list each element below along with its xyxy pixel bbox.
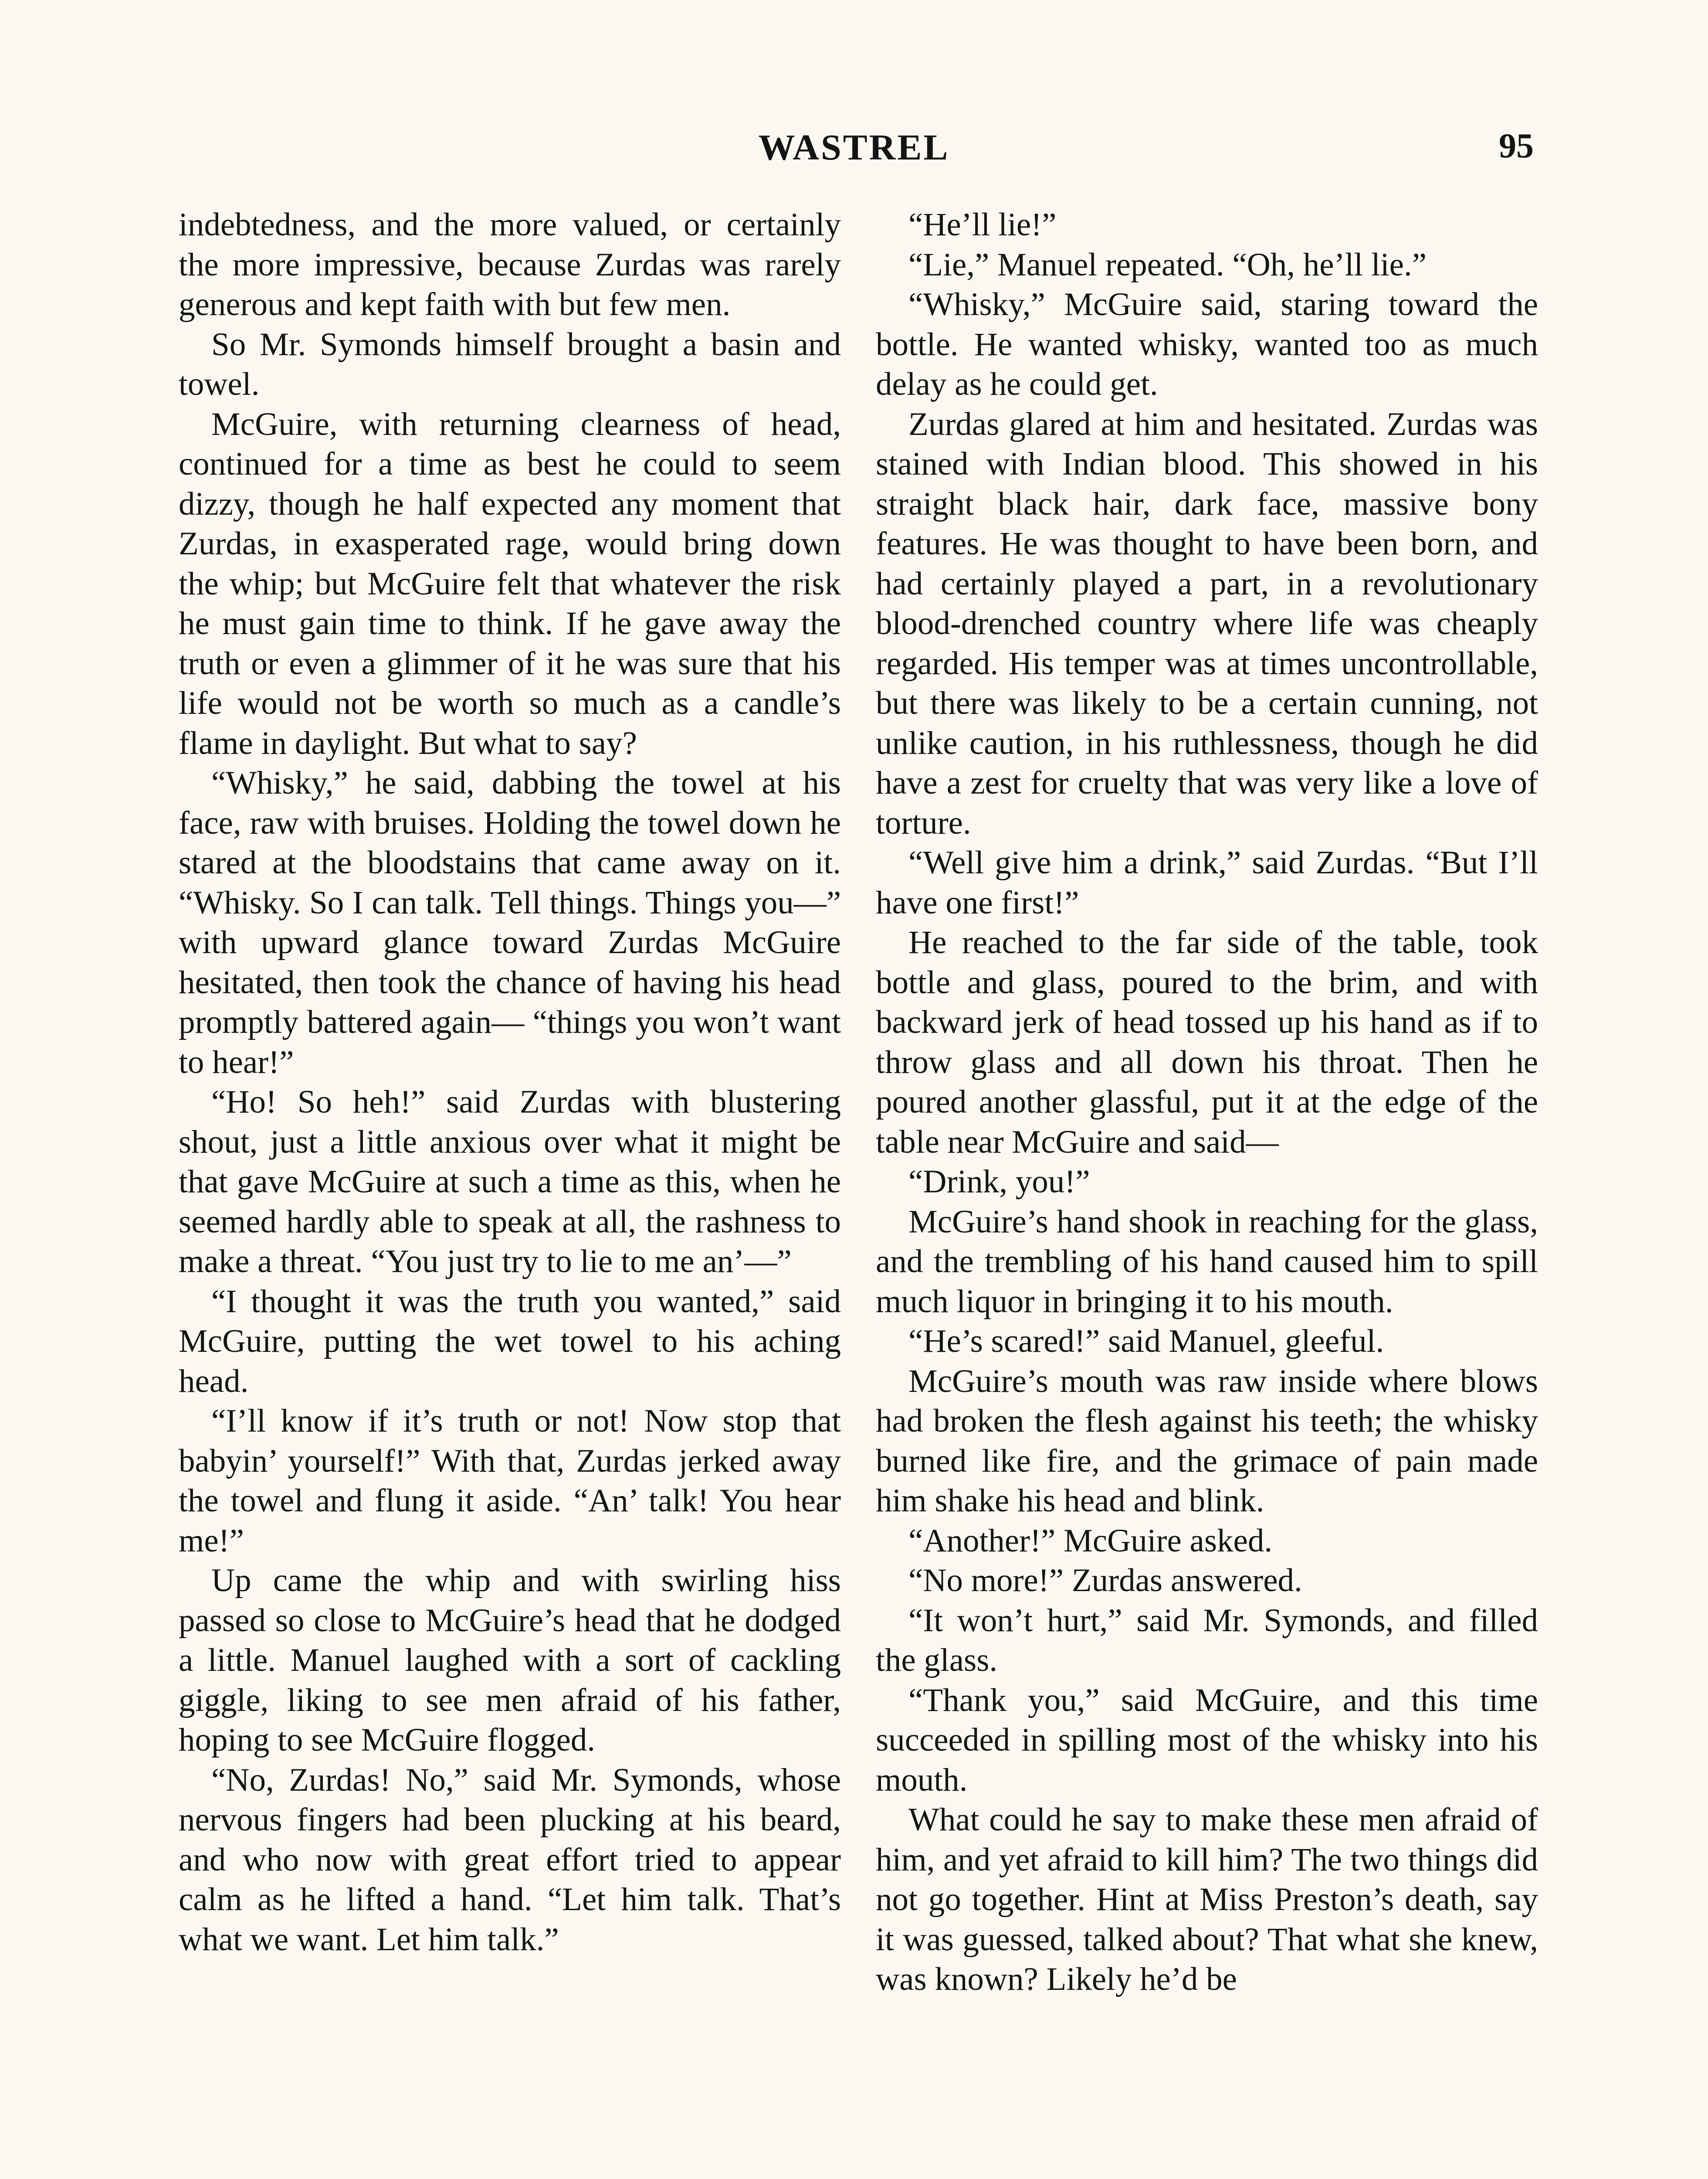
paragraph: “He’s scared!” said Manuel, gleeful. — [908, 1323, 1384, 1359]
page-header — [174, 126, 1534, 174]
paragraph: “Thank you,” said McGuire, and this time succeeded in spilling most of the whisky into his mouth. — [876, 1682, 1538, 1798]
paragraph: “No more!” Zurdas answered. — [908, 1562, 1302, 1599]
paragraph: “Whisky,” McGuire said, staring toward the bottle. He wanted whisky, wanted too as much delay as he could get. — [876, 286, 1538, 402]
left-column — [179, 205, 841, 1959]
paragraph: What could he say to make these men afraid of him, and yet afraid to kill him? The two things did not go together. Hint at Miss Preston’s death, say it was guessed, talked about? That what she knew, was known? Likely he’d be — [876, 1802, 1538, 1997]
paragraph: McGuire’s hand shook in reaching for the glass, and the trembling of his hand caused him to spill much liquor in bringing it to his mouth. — [876, 1203, 1538, 1320]
paragraph: So Mr. Symonds himself brought a basin and towel. — [179, 326, 841, 402]
right-column — [876, 205, 1538, 1999]
paragraph: Up came the whip and with swirling hiss passed so close to McGuire’s head that he dodged a little. Manuel laughed with a sort of cackling giggle, liking to see men afraid of his father, hoping to see McGuire flogged. — [179, 1562, 841, 1758]
paragraph: “I thought it was the truth you wanted,” said McGuire, putting the wet towel to his aching head. — [179, 1283, 841, 1399]
paragraph: He reached to the far side of the table, took bottle and glass, poured to the brim, and with backward jerk of head tossed up his hand as if to throw glass and all down his throat. Then he poured another glassful, put it at the edge of the table near McGuire and said— — [876, 924, 1538, 1160]
paragraph: McGuire, with returning clearness of head, continued for a time as best he could to seem dizzy, though he half expected any moment that Zurdas, in exasperated rage, would bring down the whip; but McGuire felt that whatever the risk he must gain time to think. If he gave away the truth or even a glimmer of it he was sure that his life would not be worth so much as a candle’s flame in daylight. But what to say? — [179, 406, 841, 761]
paragraph: “Ho! So heh!” said Zurdas with blustering shout, just a little anxious over what it might be that gave McGuire at such a time as this, when he seemed hardly able to speak at all, the rashness to make a threat. “You just try to lie to me an’—” — [179, 1084, 841, 1280]
paragraph: “Well give him a drink,” said Zurdas. “But I’ll have one first!” — [876, 845, 1538, 921]
paragraph: indebtedness, and the more valued, or certainly the more impressive, because Zurdas was rarely generous and kept faith with but few men. — [179, 207, 841, 322]
paragraph: “No, Zurdas! No,” said Mr. Symonds, whose nervous fingers had been plucking at his beard, and who now with great effort tried to appear calm as he lifted a hand. “Let him talk. That’s what we want. Let him talk.” — [179, 1762, 841, 1958]
running-title: WASTREL — [758, 127, 950, 168]
paragraph: “He’ll lie!” — [908, 207, 1057, 243]
paragraph: “Another!” McGuire asked. — [908, 1522, 1273, 1559]
paragraph: “I’ll know if it’s truth or not! Now stop that babyin’ yourself!” With that, Zurdas jerked away the towel and flung it aside. “An’ talk! You hear me!” — [179, 1403, 841, 1559]
paragraph: “Lie,” Manuel repeated. “Oh, he’ll lie.” — [908, 246, 1427, 283]
paragraph: McGuire’s mouth was raw inside where blows had broken the flesh against his teeth; the whisky burned like fire, and the grimace of pain made him shake his head and blink. — [876, 1363, 1538, 1519]
page-number: 95 — [1499, 127, 1534, 165]
paragraph: “It won’t hurt,” said Mr. Symonds, and filled the glass. — [876, 1602, 1538, 1678]
paragraph: Zurdas glared at him and hesitated. Zurdas was stained with Indian blood. This showed in his straight black hair, dark face, massive bony features. He was thought to have been born, and had certainly played a part, in a revolutionary blood-drenched country where life was cheaply regarded. His temper was at times uncontrollable, but there was likely to be a certain cunning, not unlike caution, in his ruthlessness, though he did have a zest for cruelty that was very like a love of torture. — [876, 406, 1538, 841]
paragraph: “Whisky,” he said, dabbing the towel at his face, raw with bruises. Holding the towel down he stared at the bloodstains that came away on it. “Whisky. So I can talk. Tell things. Things you—” with upward glance toward Zurdas McGuire hesitated, then took the chance of having his head promptly battered again— “things you won’t want to hear!” — [179, 765, 841, 1080]
paragraph: “Drink, you!” — [908, 1164, 1090, 1200]
